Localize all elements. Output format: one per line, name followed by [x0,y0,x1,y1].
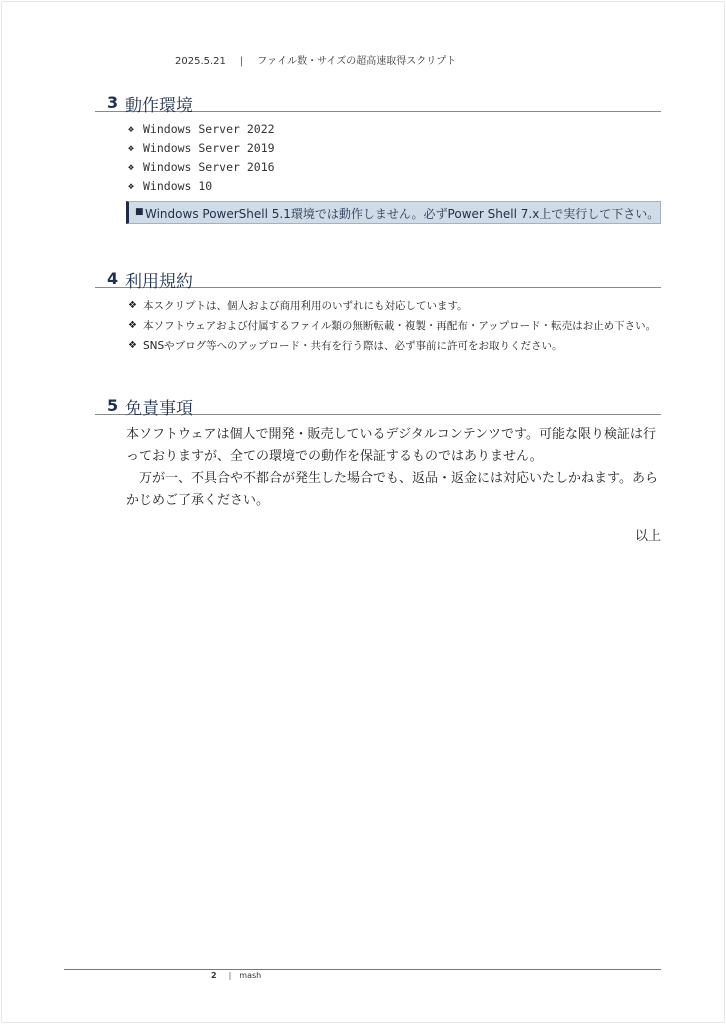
list-item: ❖ Windows Server 2022 [128,122,275,136]
diamond-bullet-icon: ❖ [128,124,135,135]
section-title: 利用規約 [125,272,193,292]
square-bullet-icon: ■ [135,207,144,217]
section-heading-environment [95,91,661,116]
page-footer [211,971,261,980]
diamond-bullet-icon: ❖ [128,300,137,311]
header-doc-title: ファイル数・サイズの超高速取得スクリプト [257,56,457,67]
list-item: ❖ SNSやブログ等へのアップロード・共有を行う際は、必ず事前に許可をお取りください。 [128,340,563,352]
environment-list [128,121,275,197]
footer-separator: | [228,971,232,980]
page-border [1,1,725,1023]
header-date: 2025.5.21 [175,56,226,67]
diamond-bullet-icon: ❖ [128,181,135,192]
diamond-bullet-icon: ❖ [128,320,137,331]
section-number: 5 [107,396,119,415]
closing-text: 以上 [634,529,661,544]
footer-author: mash [239,971,262,980]
list-item: ❖ 本スクリプトは、個人および商用利用のいずれにも対応しています。 [128,300,468,312]
warning-note-text: Windows PowerShell 5.1環境では動作しません。必ずPower Shell 7.x上で実行して下さい。 [145,207,660,221]
terms-list [128,298,656,358]
footer-divider [64,969,661,970]
list-item: ❖ Windows Server 2019 [128,141,275,155]
disclaimer-paragraph-1: 本ソフトウェアは個人で開発・販売しているデジタルコンテンツです。可能な限り検証は行っておりますが、全ての環境での動作を保証するものではありません。 [126,427,657,464]
warning-note-box [126,201,661,224]
page-header [175,52,456,67]
section-title: 動作環境 [125,96,193,116]
list-item: ❖ 本ソフトウェアおよび付属するファイル類の無断転載・複製・再配布・アップロード・転売はお止め下さい。 [128,320,657,332]
list-item: ❖ Windows 10 [128,179,213,193]
section-number: 4 [107,269,119,288]
section-heading-terms [95,267,661,292]
page-number: 2 [211,971,217,980]
header-separator: | [239,56,244,67]
list-item: ❖ Windows Server 2016 [128,160,275,174]
diamond-bullet-icon: ❖ [128,143,135,154]
diamond-bullet-icon: ❖ [128,162,135,173]
section-heading-disclaimer [95,394,661,419]
disclaimer-paragraph-2: 万が一、不具合や不都合が発生した場合でも、返品・返金には対応いたしかねます。あらかじめご了承ください。 [126,471,658,508]
section-number: 3 [107,93,119,112]
diamond-bullet-icon: ❖ [128,340,137,351]
section-title: 免責事項 [125,399,193,419]
